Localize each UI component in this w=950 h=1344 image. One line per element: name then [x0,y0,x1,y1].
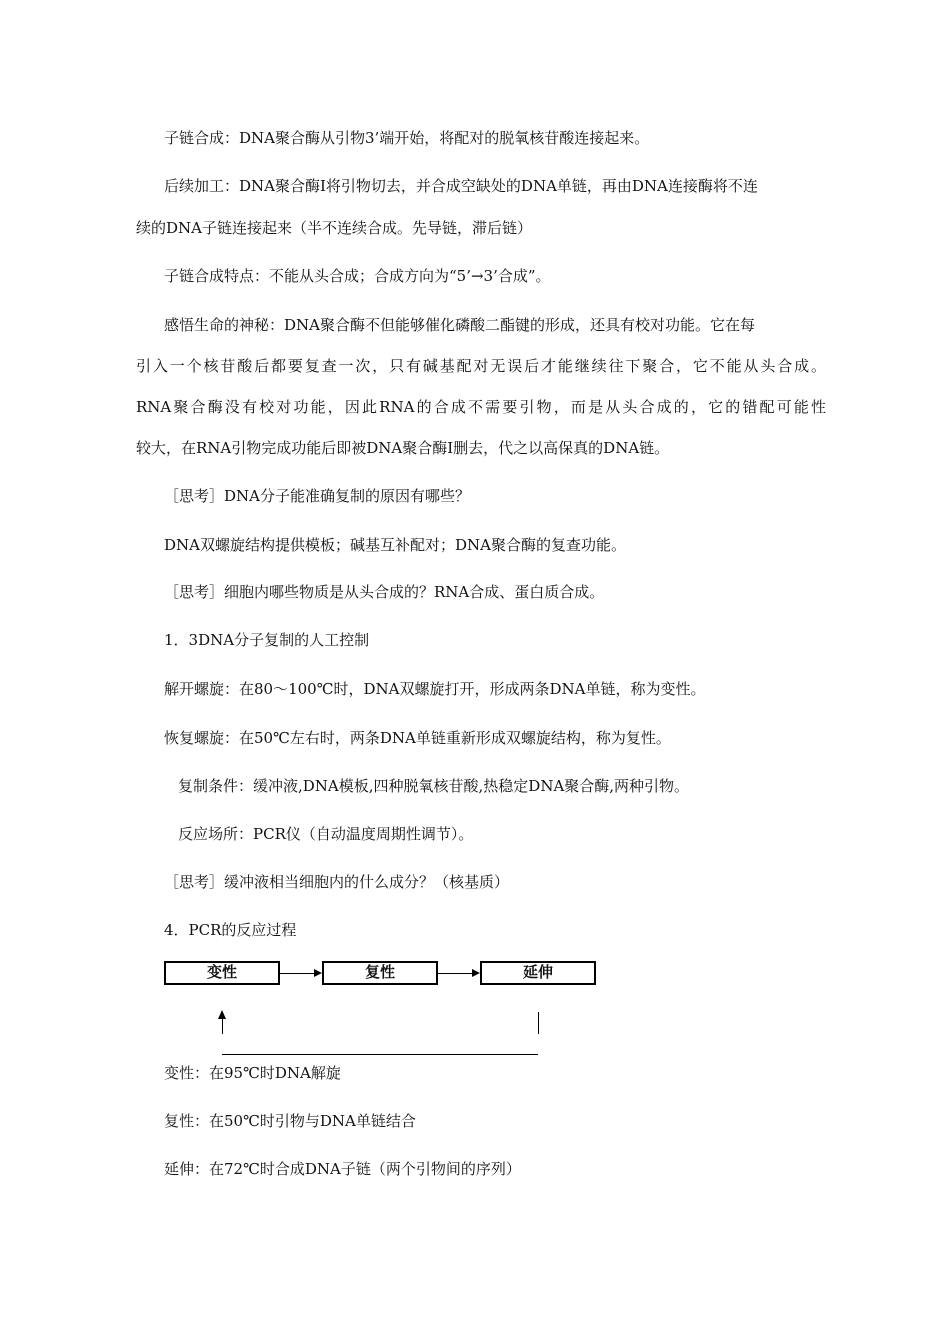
think-question-1: ［思考］DNA分子能准确复制的原因有哪些？ [164,487,470,505]
paragraph-post-processing-line2: 续的DNA子链连接起来（半不连续合成。先导链，滞后链） [136,219,532,237]
cycle-baseline [222,1054,538,1055]
section-heading-4: 4．PCR的反应过程 [164,921,297,939]
paragraph-mystery-line1: 感悟生命的神秘：DNA聚合酶不但能够催化磷酸二酯键的形成，还具有校对功能。它在每 [164,316,755,334]
paragraph-mystery-line4: 较大，在RNA引物完成功能后即被DNA聚合酶Ⅰ删去，代之以高保真的DNA链。 [136,439,670,457]
detail-anneal: 复性：在50℃时引物与DNA单链结合 [164,1112,416,1130]
answer-1: DNA双螺旋结构提供模板；碱基互补配对；DNA聚合酶的复查功能。 [164,536,626,554]
flow-box-anneal: 复性 [322,961,438,985]
think-question-3: ［思考］缓冲液相当细胞内的什么成分？（核基质） [164,873,510,891]
paragraph-post-processing-line1: 后续加工：DNA聚合酶Ⅰ将引物切去，并合成空缺处的DNA单链，再由DNA连接酶将不连 [164,177,758,195]
paragraph-restore: 恢复螺旋：在50℃左右时，两条DNA单链重新形成双螺旋结构，称为复性。 [164,729,671,747]
paragraph-conditions: 复制条件：缓冲液,DNA模板,四种脱氧核苷酸,热稳定DNA聚合酶,两种引物。 [178,777,690,795]
paragraph-synthesis-features: 子链合成特点：不能从头合成；合成方向为“5’→3’合成”。 [164,267,551,285]
section-heading-1-3: 1．3DNA分子复制的人工控制 [164,631,370,649]
paragraph-daughter-strand: 子链合成：DNA聚合酶从引物3’端开始，将配对的脱氧核苷酸连接起来。 [164,129,650,147]
think-question-2: ［思考］细胞内哪些物质是从头合成的？RNA合成、蛋白质合成。 [164,583,605,601]
detail-extend: 延伸：在72℃时合成DNA子链（两个引物间的序列） [164,1160,521,1178]
flow-arrow-1-head [314,969,322,977]
paragraph-mystery-line2: 引入一个核苷酸后都要复查一次，只有碱基配对无误后才能继续往下聚合，它不能从头合成。 [136,357,826,375]
flow-arrow-1-line [280,973,316,974]
detail-denature: 变性：在95℃时DNA解旋 [164,1064,341,1082]
flow-arrow-2-line [438,973,474,974]
paragraph-site: 反应场所：PCR仪（自动温度周期性调节）。 [178,825,474,843]
flow-arrow-2-head [472,969,480,977]
cycle-return-arrow-line [222,1018,223,1034]
flow-box-extend: 延伸 [480,961,596,985]
flow-box-denature: 变性 [164,961,280,985]
cycle-extend-tick [538,1012,539,1034]
paragraph-unwind: 解开螺旋：在80～100℃时，DNA双螺旋打开，形成两条DNA单链，称为变性。 [164,680,706,698]
paragraph-mystery-line3: RNA聚合酶没有校对功能，因此RNA的合成不需要引物，而是从头合成的，它的错配可能性 [136,398,826,416]
